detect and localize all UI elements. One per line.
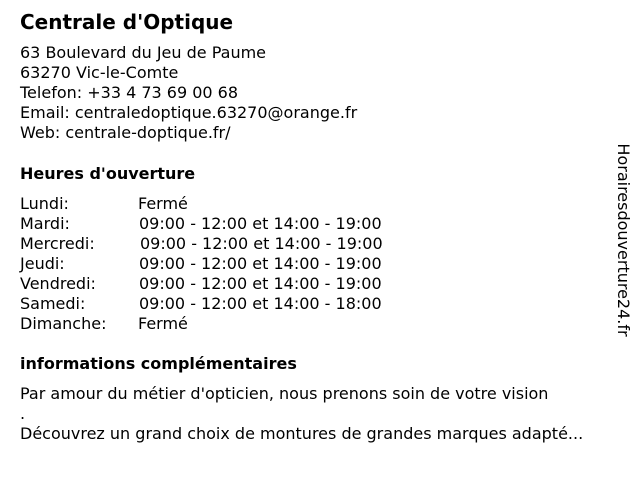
business-name: Centrale d'Optique <box>20 10 234 34</box>
street-address: 63 Boulevard du Jeu de Paume <box>20 43 267 62</box>
phone-number: Telefon: +33 4 73 69 00 68 <box>20 83 239 102</box>
watermark-container <box>612 136 634 344</box>
city-address: 63270 Vic-le-Comte <box>20 63 179 82</box>
day-label: Vendredi: <box>20 274 96 293</box>
additional-info-heading: informations complémentaires <box>20 354 297 373</box>
site-watermark: Horairesdouverture24.fr <box>614 143 633 337</box>
day-label: Mardi: <box>20 214 70 233</box>
day-label: Jeudi: <box>20 254 65 273</box>
email-address: Email: centraledoptique.63270@orange.fr <box>20 103 358 122</box>
hours-value: 09:00 - 12:00 et 14:00 - 19:00 <box>139 274 382 293</box>
info-line: Découvrez un grand choix de montures de grandes marques adapté... <box>20 424 584 443</box>
contact-block <box>20 43 357 143</box>
info-line: Par amour du métier d'opticien, nous prenons soin de votre vision <box>20 384 549 403</box>
hours-value: 09:00 - 12:00 et 14:00 - 19:00 <box>139 254 382 273</box>
hours-value: 09:00 - 12:00 et 14:00 - 18:00 <box>139 294 382 313</box>
hours-value: 09:00 - 12:00 et 14:00 - 19:00 <box>139 214 382 233</box>
opening-hours-heading: Heures d'ouverture <box>20 164 196 183</box>
hours-value: Fermé <box>138 194 188 213</box>
day-label: Dimanche: <box>20 314 107 333</box>
additional-info-text <box>20 384 632 444</box>
day-label: Mercredi: <box>20 234 95 253</box>
day-label: Samedi: <box>20 294 86 313</box>
website: Web: centrale-doptique.fr/ <box>20 123 231 142</box>
day-label: Lundi: <box>20 194 69 213</box>
hours-value: Fermé <box>138 314 188 333</box>
hours-value: 09:00 - 12:00 et 14:00 - 19:00 <box>140 234 383 253</box>
info-line: . <box>20 404 26 423</box>
